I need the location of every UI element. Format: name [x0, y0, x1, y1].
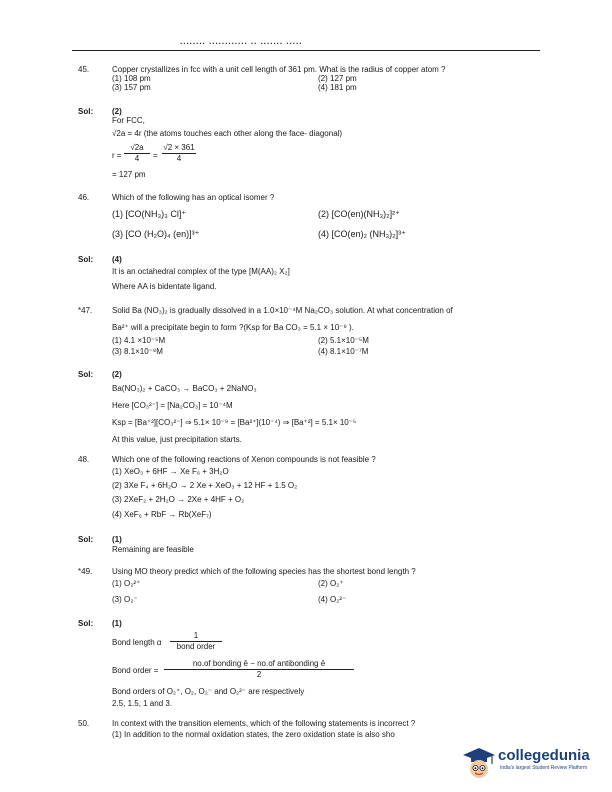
fraction-numerator: 1: [193, 631, 199, 640]
option-3: (3) 157 pm: [112, 83, 151, 92]
option-1: (1) In addition to the normal oxidation states, the zero oxidation state is also sho: [112, 730, 395, 739]
fraction-numerator: √2 × 361: [163, 143, 195, 152]
solution-line: For FCC,: [112, 116, 145, 125]
option-4: (4) 8.1×10⁻⁷M: [318, 347, 369, 356]
solution-label: Sol:: [78, 370, 94, 379]
option-2: (2) 3Xe F₄ + 6H₂O → 2 Xe + XeO₃ + 12 HF + 1.5 O₂: [112, 481, 298, 490]
solution-line: 2.5, 1.5, 1 and 3.: [112, 699, 173, 708]
solution-line: Ksp = [Ba⁺²][CO₃²⁻] ⇒ 5.1× 10⁻⁹ = [Ba²⁺](10⁻⁴) ⇒ [Ba⁺²] = 5.1× 10⁻⁵: [112, 418, 357, 427]
solution-line: It is an octahedral complex of the type [M(AA)₂ X₂]: [112, 267, 290, 276]
solution-line: At this value, just precipitation starts.: [112, 435, 242, 444]
option-1: (1) 4.1 ×10⁻⁵M: [112, 336, 166, 345]
option-2: (2) 5.1×10⁻⁵M: [318, 336, 369, 345]
solution-label: Sol:: [78, 619, 94, 628]
fraction-denominator: 4: [134, 154, 140, 163]
option-1: (1) [CO(NH₃)₃ Cl]⁺: [112, 209, 187, 219]
fraction-denominator: bond order: [176, 642, 216, 651]
equation-label: r =: [112, 151, 122, 160]
fraction-numerator: no.of bonding ē − no.of antibonding ē: [192, 659, 326, 668]
formula-label: Bond order =: [112, 666, 159, 675]
graduate-mascot-icon: [462, 746, 496, 782]
question-stem: Which of the following has an optical isomer ?: [112, 193, 275, 202]
question-stem: In context with the transition elements, which of the following statements is incorrect ?: [112, 719, 416, 728]
fraction-denominator: 4: [176, 154, 182, 163]
formula-label: Bond length α: [112, 638, 162, 647]
question-stem: Copper crystallizes in fcc with a unit cell length of 361 pm. What is the radius of copper atom ?: [112, 65, 446, 74]
solution-answer: (1): [112, 619, 122, 628]
option-1: (1) XeO₃ + 6HF → Xe F₆ + 3H₂O: [112, 467, 229, 476]
question-number: 50.: [78, 719, 90, 728]
question-number: 46.: [78, 193, 90, 202]
solution-line: Bond orders of O₂⁺, O₂, O₂⁻ and O₂²⁻ are respectively: [112, 687, 305, 696]
option-2: (2) O₂⁺: [318, 579, 344, 588]
brand-name: collegedunia: [498, 747, 590, 764]
option-1: (1) O₂²⁺: [112, 579, 141, 588]
question-stem: Which one of the following reactions of Xenon compounds is not feasible ?: [112, 455, 376, 464]
solution-label: Sol:: [78, 107, 94, 116]
option-3: (3) 2XeF₂ + 2H₂O → 2Xe + 4HF + O₂: [112, 495, 245, 504]
option-4: (4) XeF₆ + RbF → Rb(XeF₇): [112, 510, 212, 519]
option-4: (4) [CO(en)₂ (NH₃)₂]³⁺: [318, 229, 406, 239]
option-2: (2) 127 pm: [318, 74, 357, 83]
fraction: [124, 144, 150, 163]
question-stem: Using MO theory predict which of the following species has the shortest bond length ?: [112, 567, 416, 576]
fraction: [164, 660, 354, 679]
page-header-title: ........ ............ .. ....... .....: [180, 37, 303, 46]
fraction-denominator: 2: [256, 670, 262, 679]
option-3: (3) [CO (H₂O)₄ (en)]³⁺: [112, 229, 200, 239]
fraction-numerator: √2a: [130, 143, 144, 152]
solution-label: Sol:: [78, 535, 94, 544]
fraction: [170, 632, 222, 651]
option-4: (4) O₂²⁻: [318, 595, 347, 604]
option-3: (3) 8.1×10⁻⁸M: [112, 347, 163, 356]
solution-answer: (2): [112, 107, 122, 116]
solution-line: Remaining are feasible: [112, 545, 194, 554]
option-2: (2) [CO(en)(NH₃)₂]²⁺: [318, 209, 400, 219]
header-divider: [72, 50, 540, 51]
question-number: *47.: [78, 306, 93, 315]
question-number: 45.: [78, 65, 90, 74]
solution-result: = 127 pm: [112, 170, 146, 179]
option-1: (1) 108 pm: [112, 74, 151, 83]
solution-answer: (1): [112, 535, 122, 544]
solution-answer: (4): [112, 255, 122, 264]
option-4: (4) 181 pm: [318, 83, 357, 92]
solution-line: Ba(NO₃)₂ + CaCO₃ → BaCO₃ + 2NaNO₃: [112, 384, 257, 393]
solution-line: √2a = 4r (the atoms touches each other along the face- diagonal): [112, 129, 343, 138]
option-3: (3) O₂⁻: [112, 595, 138, 604]
collegedunia-logo[interactable]: [462, 746, 610, 786]
solution-line: Where AA is bidentate ligand.: [112, 282, 217, 291]
solution-line: Here [CO₃²⁻] = [Na₂CO₃] = 10⁻⁴M: [112, 401, 233, 410]
fraction: [162, 144, 196, 163]
solution-label: Sol:: [78, 255, 94, 264]
question-number: *49.: [78, 567, 93, 576]
equals-sign: =: [153, 151, 158, 160]
question-stem: Solid Ba (NO₃)₂ is gradually dissolved in a 1.0×10⁻⁴M Na₂CO₃ solution. At what concentration of: [112, 306, 453, 315]
brand-tagline: India's largest Student Review Platform: [500, 765, 588, 771]
question-number: 48.: [78, 455, 90, 464]
question-stem: Ba²⁺ will a precipitate begin to form ?(Ksp for Ba CO₃ = 5.1 × 10⁻⁹ ).: [112, 323, 354, 332]
solution-answer: (2): [112, 370, 122, 379]
